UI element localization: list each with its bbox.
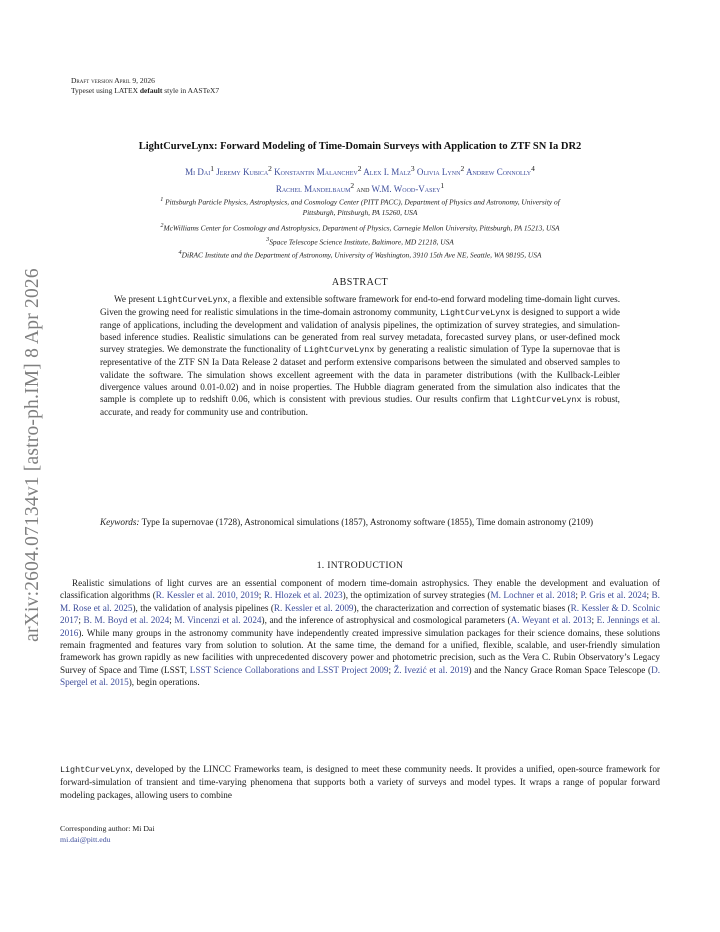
author-link[interactable]: W.M. Wood-Vasey [371,184,441,194]
citation-link[interactable]: P. Gris et al. 2024 [580,590,647,601]
citation-link[interactable]: B. M. Boyd et al. 2024 [83,615,170,626]
citation-link[interactable]: A. Weyant et al. 2013 [510,615,592,626]
code-name: LightCurveLynx [439,308,511,319]
section-heading-introduction: 1. INTRODUCTION [316,560,404,571]
footnote-corresponding [60,823,155,845]
keywords-text: Type Ia supernovae (1728), Astronomical simulations (1857), Astronomy software (1855), Time domain astronomy (2109) [139,517,594,527]
affiliation-4: $^4$DiRAC Institute and the Department of Astronomy, University of Washington, 3910 15th Ave NE, Seattle, WA 98195, USA [178,250,542,260]
code-name: LightCurveLynx [157,295,228,305]
preprint-header [71,76,219,96]
draft-version: Draft version April 9, 2026 [71,76,155,85]
code-name: LightCurveLynx [303,345,375,356]
citation-link[interactable]: R. Kessler et al. 2010, 2019 [155,590,259,601]
citation-link[interactable]: R. Kessler & D. Scolnic 2017 [60,602,660,626]
keywords-label: Keywords: [100,517,140,527]
arxiv-id: arXiv:2604.07134v1 [astro-ph.IM] 8 Apr 2026 [22,268,43,642]
author-list: Mi Dai$^1$ Jeremy Kubica$^2$ Konstantin Malanchev$^2$ Alex I. Malz$^3$ Olivia Lynn$^2$ Andrew Connolly$^4$ Rachel Mandelbaum$^2$ and W.M. Wood-Vasey$^1$ [185,164,535,194]
author-link[interactable]: Konstantin Malanchev [274,167,358,177]
author-link[interactable]: Olivia Lynn [416,167,461,177]
author-link[interactable]: Rachel Mandelbaum [275,184,351,194]
citation-link[interactable]: R. Hlozek et al. 2023 [263,590,343,601]
keywords [100,516,620,529]
abstract-body: We present LightCurveLynx, a flexible and extensible software framework for end-to-end forward modeling time-domain light curves. Given the growing need for realistic simulations in the time-domain astronomy community, LightCurveLynx is designed to support a wide range of applications, including the development and validation of analysis pipelines, the optimization of survey strategies, and simulation-based inference studies. Realistic simulations can be generated from real survey metadata, forecasted survey plans, or user-defined mock survey strategies. We demonstrate the functionality of LightCurveLynx by generating a realistic simulation of Type Ia supernovae that is representative of the ZTF SN Ia Data Release 2 dataset and perform extensive comparisons between the simulated and observed samples to validate the software. The simulation shows excellent agreement with the data in parameter distributions (with the Kullback-Leibler divergence values around 0.01-0.02) and in noise properties. The Hubble diagram generated from the simulation also indicates that the sample is complete up to redshift 0.06, which is consistent with previous studies. Our results confirm that LightCurveLynx is robust, accurate, and ready for community use and contribution. [100,294,621,417]
affiliation-2: $^2$McWilliams Center for Cosmology and Astrophysics, Department of Physics, Carnegie Mellon University, Pittsburgh, PA 15213, USA [160,223,560,233]
and-word: and [356,184,370,194]
abstract-heading: ABSTRACT [331,277,389,288]
citation-link[interactable]: M. Vincenzi et al. 2024 [174,615,262,626]
typeset-line: Typeset using LATEX default style in AASTeX7 [71,86,220,95]
citation-link[interactable]: B. M. Rose et al. 2025 [60,590,660,613]
author-link[interactable]: Mi Dai [185,167,211,177]
intro-paragraph-1: Realistic simulations of light curves are an essential component of modern time-domain astrophysics. They enable the development and evaluation of classification algorithms (R. Kessler et al. 2010, 2019; R. Hlozek et al. 2023), the optimization of survey strategies (M. Lochner et al. 2018; P. Gris et al. 2024; B. M. Rose et al. 2025), the validation of analysis pipelines (R. Kessler et al. 2009), the characterization and correction of systematic biases (R. Kessler & D. Scolnic 2017; B. M. Boyd et al. 2024; M. Vincenzi et al. 2024), and the inference of astrophysical and cosmological parameters (A. Weyant et al. 2013; E. Jennings et al. 2016). While many groups in the astronomy community have independently created impressive simulation packages for their science domains, these solutions remain fragmented and features vary from solution to solution. At the same time, the demand for a unified, flexible, scalable, and user-friendly simulation framework has grown rapidly as new facilities with unprecedented discovery power and photometric precision, such as the Vera C. Rubin Observatory’s Legacy Survey of Space and Time (LSST, LSST Science Collaborations and LSST Project 2009; Ž. Ivezić et al. 2019) and the Nancy Grace Roman Space Telescope (D. Spergel et al. 2015), begin operations. [60,578,661,688]
latex-logo: LATEX [114,86,138,95]
author-link[interactable]: Andrew Connolly [465,167,532,177]
citation-link[interactable]: Ž. Ivezić et al. 2019 [393,664,469,675]
code-name: LightCurveLynx [511,394,582,405]
email-link[interactable]: mi.dai@pitt.edu [60,835,111,844]
affiliation-3: $^3$Space Telescope Science Institute, Baltimore, MD 21218, USA [266,237,454,247]
author-link[interactable]: Alex I. Malz [363,167,411,177]
code-name: LightCurveLynx [60,765,131,775]
citation-link[interactable]: LSST Science Collaborations and LSST Project 2009 [189,664,389,675]
corresponding-author: Corresponding author: Mi Dai [60,824,155,833]
arxiv-sidebar-stamp [18,235,48,675]
paper-title: LightCurveLynx: Forward Modeling of Time-Domain Surveys with Application to ZTF SN Ia DR2 [138,141,582,152]
citation-link[interactable]: E. Jennings et al. 2016 [60,615,660,638]
author-link[interactable]: Jeremy Kubica [216,167,269,177]
citation-link[interactable]: R. Kessler et al. 2009 [273,602,354,613]
citation-link[interactable]: M. Lochner et al. 2018 [490,590,576,601]
citation-link[interactable]: D. Spergel et al. 2015 [60,664,661,688]
intro-paragraph-2: LightCurveLynx, developed by the LINCC Frameworks team, is designed to meet these community needs. It provides a unified, open-source framework for forward-simulation of transient and time-varying phenomena that supports both a variety of surveys and model types. It wraps a range of popular forward modeling packages, allowing users to combine [60,764,660,800]
affiliation-1: $^1$ Pittsburgh Particle Physics, Astrophysics, and Cosmology Center (PITT PACC), Department of Physics and Astronomy, University of Pittsburgh, Pittsburgh, PA 15260, USA [160,197,560,218]
